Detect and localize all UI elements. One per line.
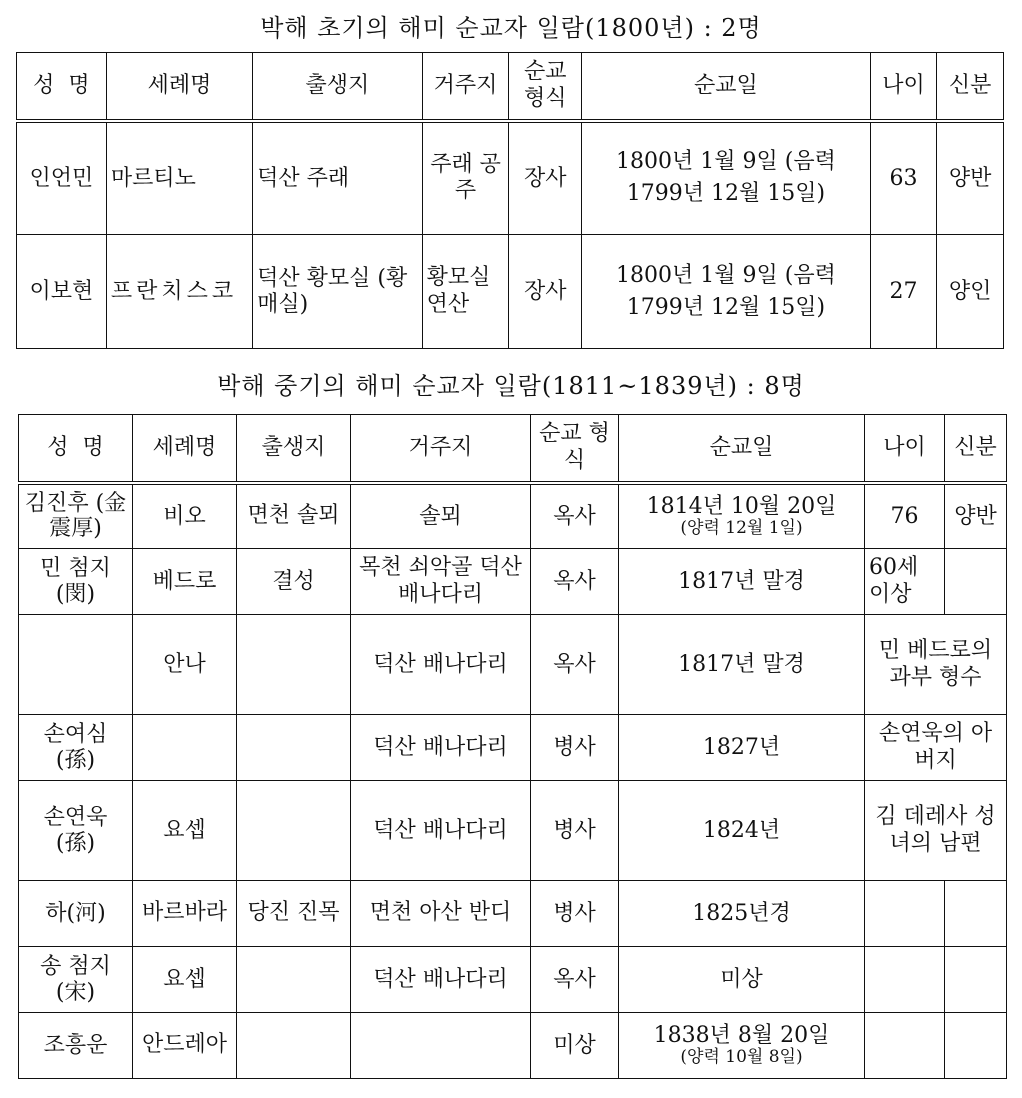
header-age: 나이 bbox=[865, 415, 945, 483]
table-row bbox=[19, 483, 1007, 549]
cell-baptismal bbox=[133, 715, 237, 781]
cell-baptismal: 베드로 bbox=[133, 549, 237, 615]
header-date: 순교일 bbox=[582, 53, 871, 121]
cell-form: 옥사 bbox=[531, 947, 619, 1013]
cell-baptismal: 마르티노 bbox=[106, 121, 252, 235]
cell-birthplace: 덕산 주래 bbox=[253, 121, 423, 235]
date-text: 1814년 10월 20일 bbox=[646, 493, 837, 519]
cell-birthplace: 덕산 황모실 (황매실) bbox=[253, 235, 423, 349]
cell-residence: 목천 쇠악골 덕산 배나다리 bbox=[351, 549, 531, 615]
header-form: 순교 형식 bbox=[509, 53, 582, 121]
cell-baptismal: 안나 bbox=[133, 615, 237, 715]
cell-birthplace bbox=[237, 715, 351, 781]
table-row bbox=[19, 781, 1007, 881]
table-row bbox=[19, 881, 1007, 947]
header-residence: 거주지 bbox=[351, 415, 531, 483]
cell-form: 장사 bbox=[509, 121, 582, 235]
header-name: 성 명 bbox=[17, 53, 107, 121]
header-residence: 거주지 bbox=[422, 53, 509, 121]
cell-age: 63 bbox=[870, 121, 937, 235]
cell-birthplace bbox=[237, 947, 351, 1013]
table2-caption: 박해 중기의 해미 순교자 일람(1811~1839년) : 8명 bbox=[217, 372, 805, 400]
header-status: 신분 bbox=[937, 53, 1004, 121]
date-note: (양력 12월 1일) bbox=[680, 518, 803, 539]
cell-age bbox=[865, 881, 945, 947]
cell-status: 양인 bbox=[937, 235, 1004, 349]
cell-baptismal: 비오 bbox=[133, 483, 237, 549]
cell-baptismal: 요셉 bbox=[133, 781, 237, 881]
header-baptismal: 세례명 bbox=[106, 53, 252, 121]
cell-status: 양반 bbox=[937, 121, 1004, 235]
cell-residence: 덕산 배나다리 bbox=[351, 947, 531, 1013]
cell-birthplace: 당진 진목 bbox=[237, 881, 351, 947]
cell-status bbox=[945, 881, 1007, 947]
cell-residence: 덕산 배나다리 bbox=[351, 615, 531, 715]
cell-note: 김 데레사 성녀의 남편 bbox=[865, 781, 1007, 881]
cell-date bbox=[619, 483, 865, 549]
cell-form: 병사 bbox=[531, 715, 619, 781]
cell-age: 27 bbox=[870, 235, 937, 349]
header-age: 나이 bbox=[870, 53, 937, 121]
cell-status: 양반 bbox=[945, 483, 1007, 549]
table-row bbox=[17, 121, 1004, 235]
table-row bbox=[19, 615, 1007, 715]
cell-age bbox=[865, 1013, 945, 1079]
cell-birthplace: 결성 bbox=[237, 549, 351, 615]
cell-residence: 황모실 연산 bbox=[422, 235, 509, 349]
cell-date: 1824년 bbox=[619, 781, 865, 881]
cell-form: 미상 bbox=[531, 1013, 619, 1079]
cell-age bbox=[865, 947, 945, 1013]
cell-name: 이보현 bbox=[17, 235, 107, 349]
header-birthplace: 출생지 bbox=[237, 415, 351, 483]
cell-name: 하(河) bbox=[19, 881, 133, 947]
cell-baptismal: 바르바라 bbox=[133, 881, 237, 947]
cell-date: 1817년 말경 bbox=[619, 549, 865, 615]
cell-date: 미상 bbox=[619, 947, 865, 1013]
cell-form: 옥사 bbox=[531, 549, 619, 615]
header-date: 순교일 bbox=[619, 415, 865, 483]
cell-form: 병사 bbox=[531, 881, 619, 947]
cell-note: 민 베드로의 과부 형수 bbox=[865, 615, 1007, 715]
cell-form: 장사 bbox=[509, 235, 582, 349]
cell-date: 1825년경 bbox=[619, 881, 865, 947]
cell-name: 조흥운 bbox=[19, 1013, 133, 1079]
date-note: (양력 10월 8일) bbox=[680, 1047, 803, 1068]
cell-baptismal: 안드레아 bbox=[133, 1013, 237, 1079]
cell-status bbox=[945, 947, 1007, 1013]
header-name: 성 명 bbox=[19, 415, 133, 483]
table2 bbox=[18, 414, 1007, 1079]
cell-birthplace bbox=[237, 781, 351, 881]
table-row bbox=[19, 947, 1007, 1013]
cell-form: 병사 bbox=[531, 781, 619, 881]
table1 bbox=[16, 52, 1004, 349]
cell-note: 손연욱의 아버지 bbox=[865, 715, 1007, 781]
date-text: 1838년 8월 20일 bbox=[653, 1023, 830, 1049]
cell-name: 민 첨지 (閔) bbox=[19, 549, 133, 615]
header-form: 순교 형식 bbox=[531, 415, 619, 483]
cell-residence: 면천 아산 반디 bbox=[351, 881, 531, 947]
cell-age: 76 bbox=[865, 483, 945, 549]
header-status: 신분 bbox=[945, 415, 1007, 483]
cell-form: 옥사 bbox=[531, 615, 619, 715]
cell-status bbox=[945, 1013, 1007, 1079]
table-row bbox=[17, 235, 1004, 349]
cell-date: 1800년 1월 9일 (음력 1799년 12월 15일) bbox=[582, 121, 871, 235]
cell-name: 인언민 bbox=[17, 121, 107, 235]
cell-name: 송 첨지 (宋) bbox=[19, 947, 133, 1013]
cell-age: 60세 이상 bbox=[865, 549, 945, 615]
cell-birthplace bbox=[237, 1013, 351, 1079]
cell-date: 1800년 1월 9일 (음력 1799년 12월 15일) bbox=[582, 235, 871, 349]
cell-status bbox=[945, 549, 1007, 615]
table-row bbox=[19, 549, 1007, 615]
cell-date bbox=[619, 1013, 865, 1079]
cell-name bbox=[19, 615, 133, 715]
header-baptismal: 세례명 bbox=[133, 415, 237, 483]
cell-residence: 덕산 배나다리 bbox=[351, 781, 531, 881]
cell-name: 손연욱 (孫) bbox=[19, 781, 133, 881]
table-row bbox=[19, 1013, 1007, 1079]
cell-birthplace: 면천 솔뫼 bbox=[237, 483, 351, 549]
cell-residence: 솔뫼 bbox=[351, 483, 531, 549]
cell-residence: 주래 공주 bbox=[422, 121, 509, 235]
cell-date: 1827년 bbox=[619, 715, 865, 781]
table1-caption: 박해 초기의 해미 순교자 일람(1800년) : 2명 bbox=[260, 14, 762, 42]
header-birthplace: 출생지 bbox=[253, 53, 423, 121]
cell-name: 김진후 (金震厚) bbox=[19, 483, 133, 549]
cell-residence bbox=[351, 1013, 531, 1079]
cell-baptismal: 프란치스코 bbox=[106, 235, 252, 349]
cell-baptismal: 요셉 bbox=[133, 947, 237, 1013]
cell-date: 1817년 말경 bbox=[619, 615, 865, 715]
cell-residence: 덕산 배나다리 bbox=[351, 715, 531, 781]
table-row bbox=[19, 715, 1007, 781]
cell-form: 옥사 bbox=[531, 483, 619, 549]
cell-birthplace bbox=[237, 615, 351, 715]
cell-name: 손여심 (孫) bbox=[19, 715, 133, 781]
